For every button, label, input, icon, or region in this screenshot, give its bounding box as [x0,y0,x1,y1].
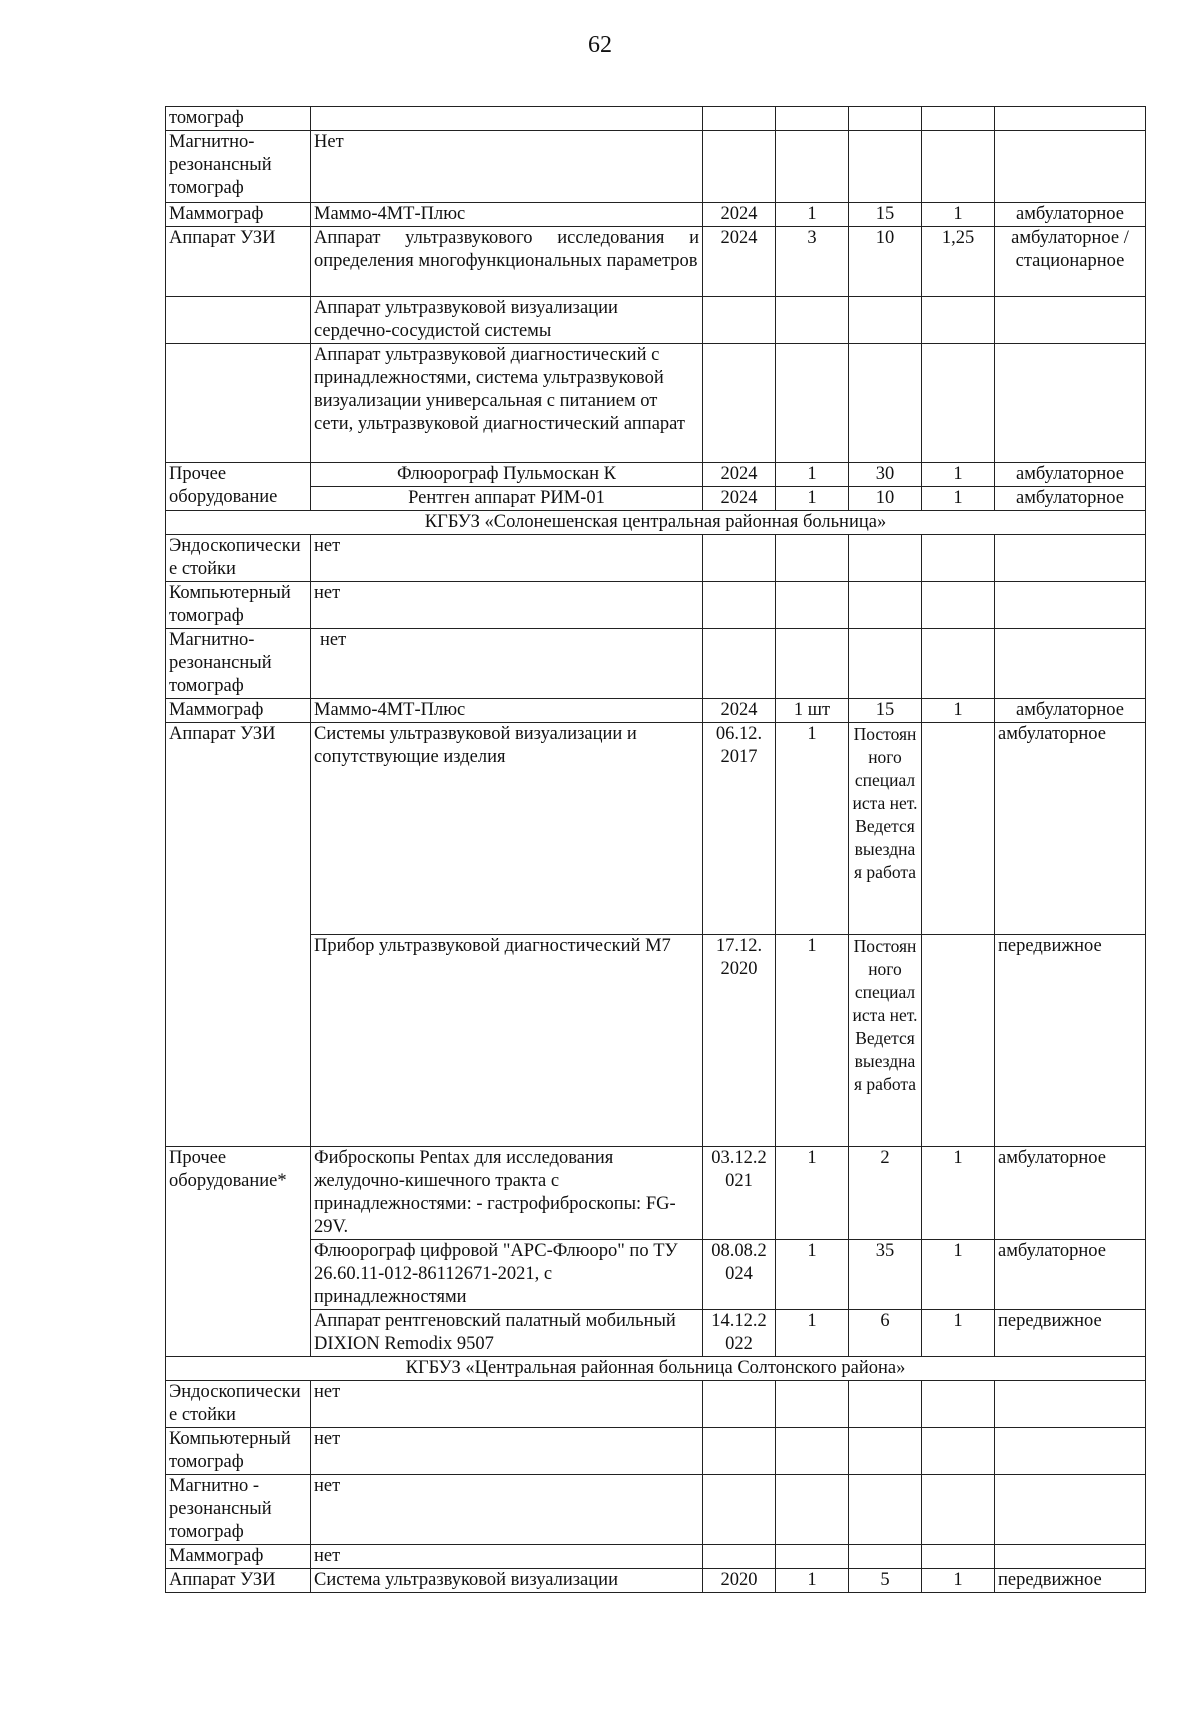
model-cell: Аппарат ультразвуковой диагностический с принадлежностями, система ультразвуковой визуализации универсальная с питанием от сети, ультразвуковой диагностический аппарат [311,344,703,463]
load-cell: Постоянного специалиста нет. Ведется выездная работа [849,935,922,1147]
model-cell: Нет [311,131,703,203]
load-cell: 15 [849,699,922,723]
equipment-type-cell: Маммограф [166,699,311,723]
quantity-cell: 1 [776,1147,849,1240]
model-cell: Аппарат ультразвукового исследования и определения многофункциональных параметров [311,227,703,297]
quantity-cell: 1 [776,487,849,511]
quantity-cell: 1 [776,723,849,935]
load-cell: 10 [849,227,922,297]
load-cell: 15 [849,203,922,227]
quantity-cell: 3 [776,227,849,297]
model-cell: нет [311,535,703,582]
table-row [166,1475,1146,1545]
table-row [166,935,1146,1147]
model-cell: Маммо-4МТ-Плюс [311,203,703,227]
table-row [166,1147,1146,1240]
table-row [166,1240,1146,1310]
section-header-row [166,511,1146,535]
year-cell: 14.12.2 022 [703,1310,776,1357]
year-cell: 08.08.2 024 [703,1240,776,1310]
model-cell: нет [311,1475,703,1545]
table-row [166,723,1146,935]
shift-cell: 1 [922,203,995,227]
equipment-type-cell: Магнитно-резонансный томограф [166,629,311,699]
mode-cell: амбулаторное [995,1240,1146,1310]
model-cell: Система ультразвуковой визуализации [311,1569,703,1593]
year-cell: 2024 [703,463,776,487]
section-header-row [166,1357,1146,1381]
load-cell: 35 [849,1240,922,1310]
quantity-cell: 1 [776,935,849,1147]
table-row [166,1545,1146,1569]
year-cell: 2024 [703,203,776,227]
load-cell: 2 [849,1147,922,1240]
quantity-cell: 1 [776,1310,849,1357]
mode-cell: амбулаторное [995,1147,1146,1240]
quantity-cell: 1 [776,1240,849,1310]
table-row [166,131,1146,203]
load-cell: 5 [849,1569,922,1593]
model-cell: нет [311,629,703,699]
mode-cell: амбулаторное [995,487,1146,511]
equipment-type-cell: Маммограф [166,1545,311,1569]
year-cell: 2024 [703,227,776,297]
quantity-cell: 1 [776,463,849,487]
table-row [166,1381,1146,1428]
shift-cell: 1 [922,487,995,511]
model-cell: Рентген аппарат РИМ-01 [311,487,703,511]
equipment-type-cell: Аппарат УЗИ [166,1569,311,1593]
table-row [166,699,1146,723]
mode-cell: передвижное [995,1310,1146,1357]
equipment-type-cell: Прочее оборудование [166,463,311,511]
shift-cell: 1 [922,1147,995,1240]
model-cell: Фиброскопы Pentax для исследования желудочно-кишечного тракта с принадлежностями: - гастрофиброскопы: FG-29V. [311,1147,703,1240]
model-cell: Маммо-4МТ-Плюс [311,699,703,723]
table-row [166,344,1146,463]
year-cell: 17.12. 2020 [703,935,776,1147]
equipment-type-cell: Компьютерный томограф [166,582,311,629]
equipment-type-cell: Маммограф [166,203,311,227]
institution-heading: КГБУЗ «Солонешенская центральная районная больница» [166,511,1146,535]
year-cell: 2020 [703,1569,776,1593]
table-row [166,1310,1146,1357]
load-cell: 30 [849,463,922,487]
mode-cell: передвижное [995,935,1146,1147]
model-cell: Аппарат ультразвуковой визуализации сердечно-сосудистой системы [311,297,703,344]
quantity-cell: 1 [776,203,849,227]
shift-cell: 1 [922,1240,995,1310]
page-number: 62 [588,32,612,58]
mode-cell: амбулаторное [995,723,1146,935]
load-cell: Постоянного специалиста нет. Ведется выездная работа [849,723,922,935]
model-cell: нет [311,1428,703,1475]
equipment-type-cell: Эндоскопические стойки [166,1381,311,1428]
institution-heading: КГБУЗ «Центральная районная больница Солтонского района» [166,1357,1146,1381]
table-row [166,1569,1146,1593]
shift-cell: 1,25 [922,227,995,297]
mode-cell: амбулаторное [995,203,1146,227]
equipment-type-cell: томограф [166,107,311,131]
table-row [166,463,1146,487]
model-cell: Системы ультразвуковой визуализации и сопутствующие изделия [311,723,703,935]
equipment-type-cell: Магнитно - резонансный томограф [166,1475,311,1545]
table-row [166,1428,1146,1475]
load-cell: 10 [849,487,922,511]
table-row [166,629,1146,699]
model-cell: Прибор ультразвуковой диагностический М7 [311,935,703,1147]
equipment-type-cell: Компьютерный томограф [166,1428,311,1475]
model-cell: нет [311,1381,703,1428]
shift-cell: 1 [922,463,995,487]
shift-cell: 1 [922,1310,995,1357]
table-row [166,487,1146,511]
model-cell: Аппарат рентгеновский палатный мобильный DIXION Remodix 9507 [311,1310,703,1357]
equipment-type-cell: Эндоскопические стойки [166,535,311,582]
model-cell: нет [311,1545,703,1569]
mode-cell: амбулаторное / стационарное [995,227,1146,297]
equipment-type-cell: Магнитно-резонансный томограф [166,131,311,203]
year-cell: 2024 [703,699,776,723]
table-row [166,582,1146,629]
year-cell: 03.12.2 021 [703,1147,776,1240]
year-cell: 2024 [703,487,776,511]
model-cell: Флюорограф Пульмоскан К [311,463,703,487]
equipment-table [165,106,1146,1593]
mode-cell: амбулаторное [995,463,1146,487]
table-row [166,227,1146,297]
quantity-cell: 1 шт [776,699,849,723]
table-row [166,297,1146,344]
table-row [166,535,1146,582]
year-cell: 06.12. 2017 [703,723,776,935]
load-cell: 6 [849,1310,922,1357]
table-row [166,107,1146,131]
shift-cell: 1 [922,699,995,723]
equipment-type-cell: Прочее оборудование* [166,1147,311,1357]
model-cell: нет [311,582,703,629]
mode-cell: передвижное [995,1569,1146,1593]
equipment-type-cell: Аппарат УЗИ [166,227,311,297]
table-row [166,203,1146,227]
quantity-cell: 1 [776,1569,849,1593]
shift-cell: 1 [922,1569,995,1593]
equipment-type-cell: Аппарат УЗИ [166,723,311,1147]
model-cell: Флюорограф цифровой "АРС-Флюоро" по ТУ 26.60.11-012-86112671-2021, с принадлежностями [311,1240,703,1310]
mode-cell: амбулаторное [995,699,1146,723]
